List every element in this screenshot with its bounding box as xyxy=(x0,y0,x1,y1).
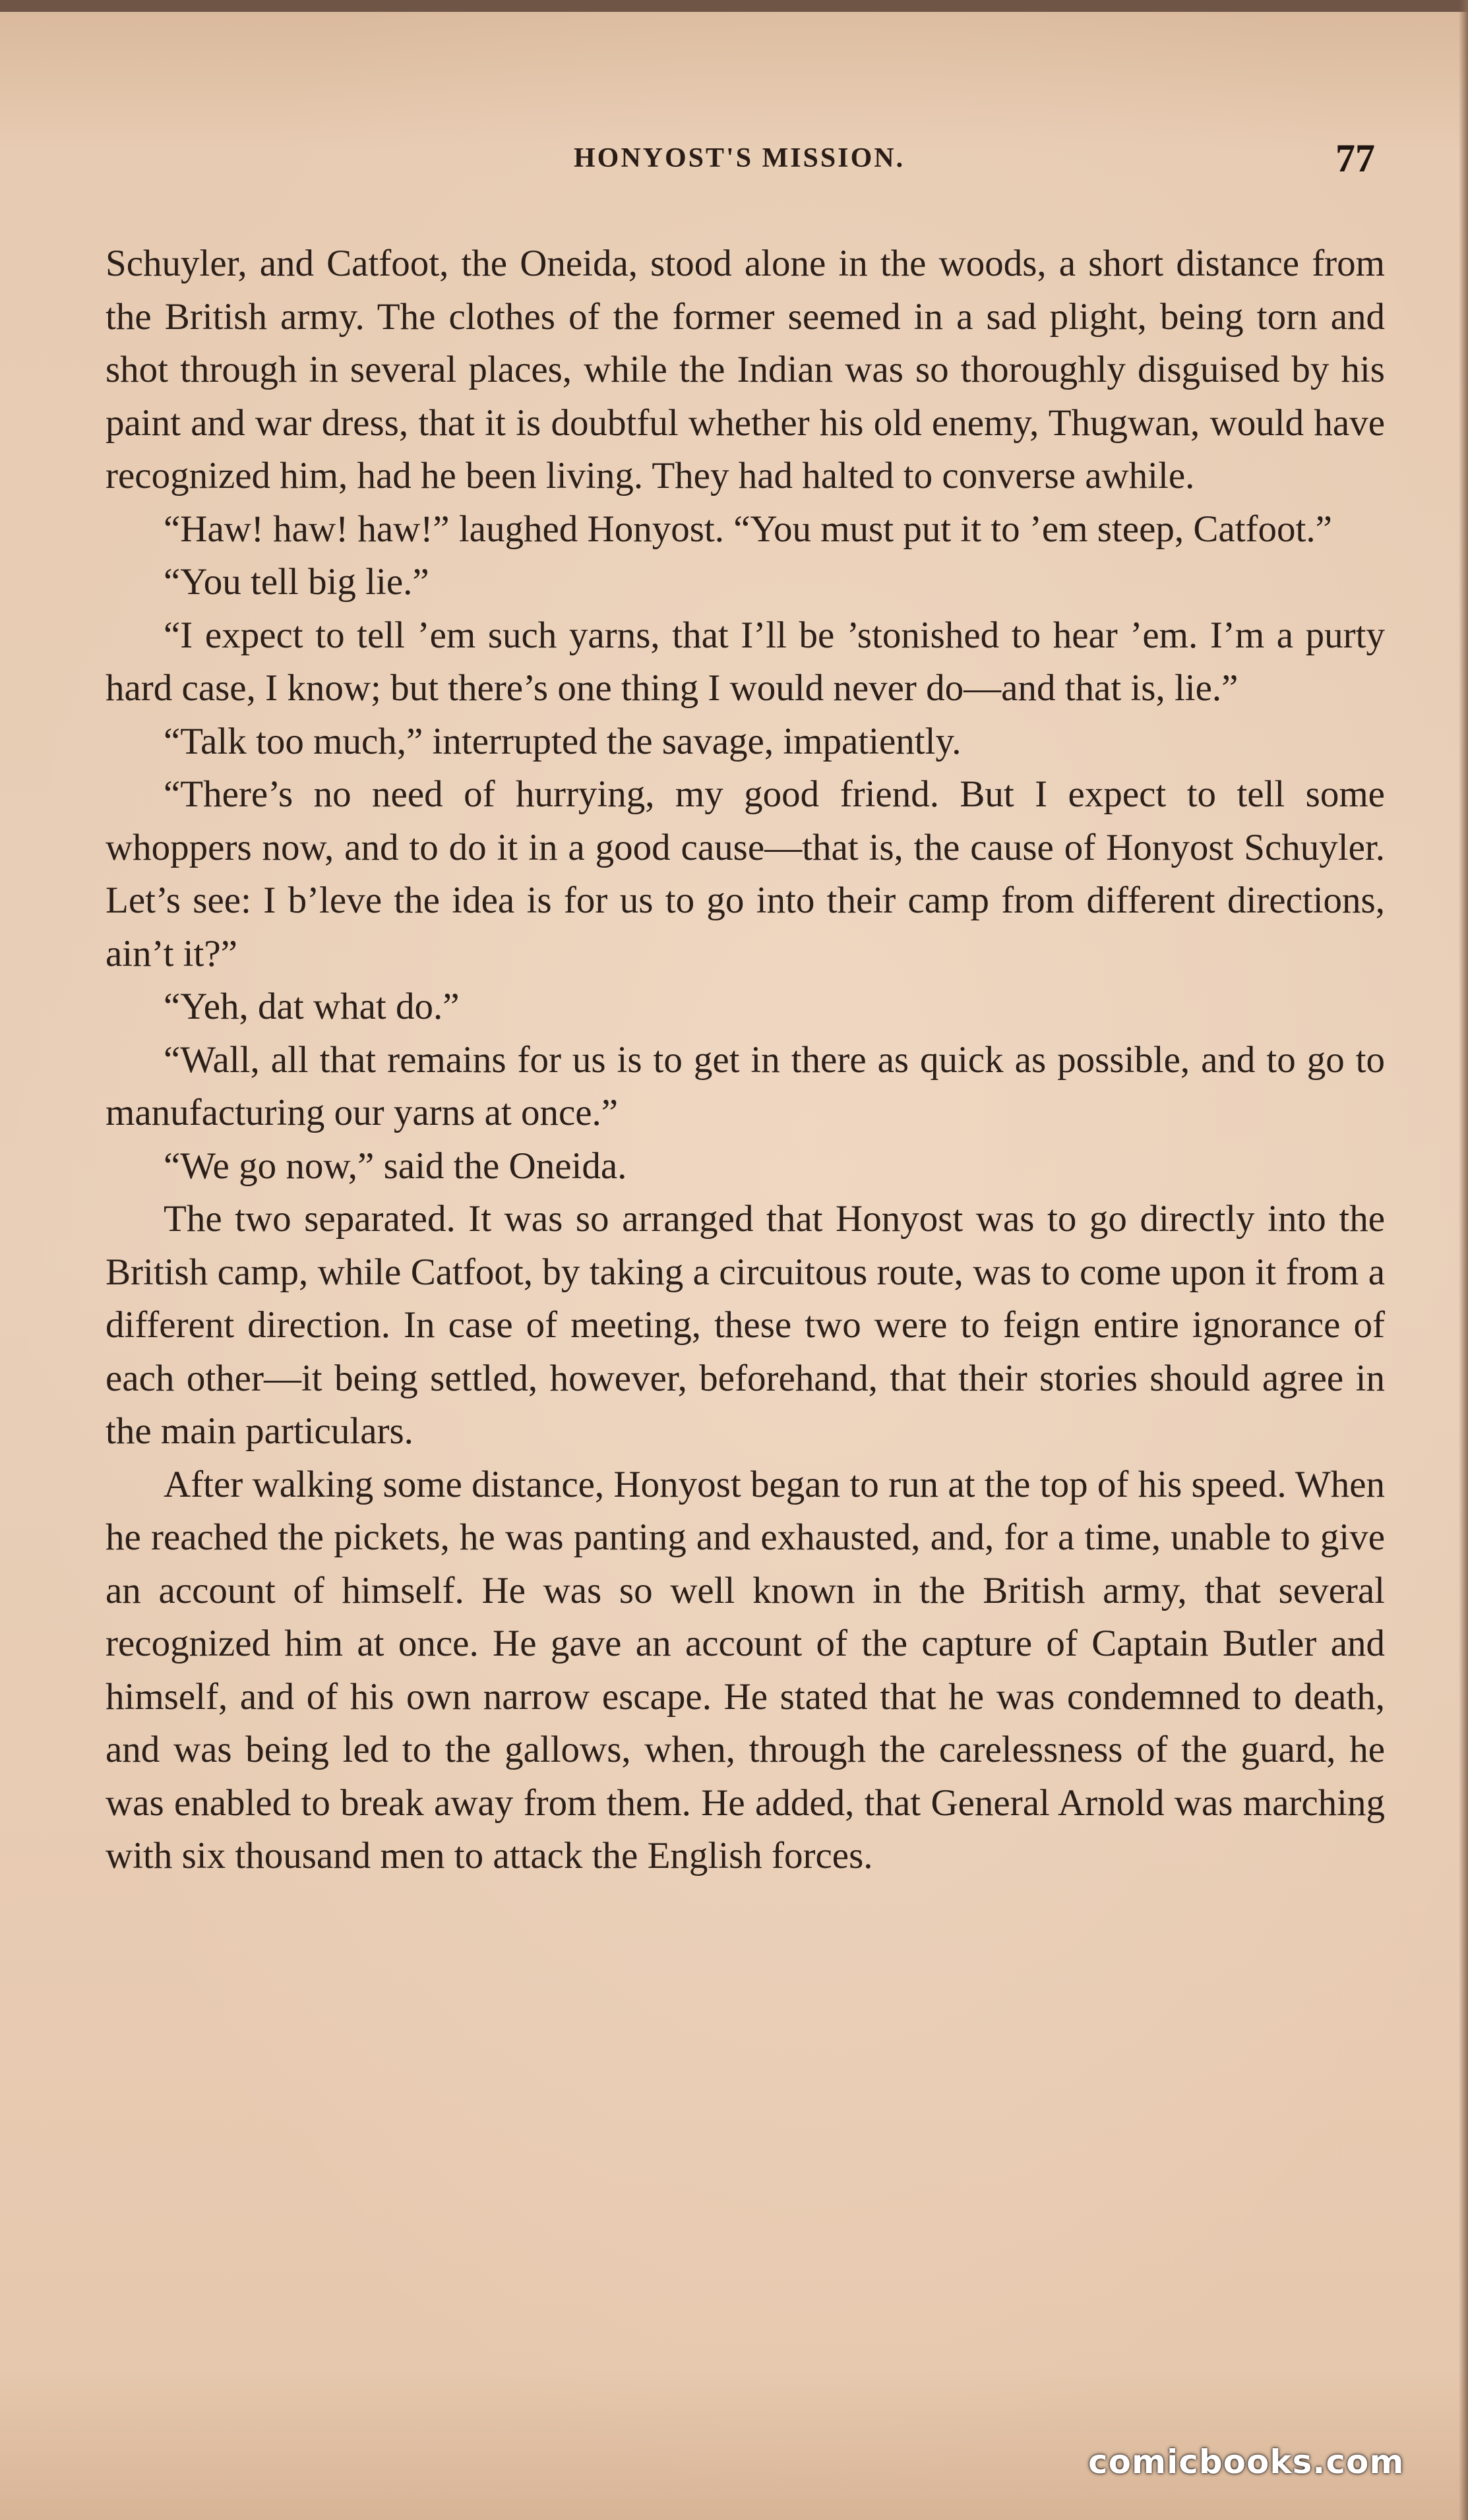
paragraph: “Talk too much,” interrupted the savage, impatiently. xyxy=(164,720,962,762)
paragraph: After walking some distance, Honyost began to run at the top of his speed. When he reached the pickets, he was panting and exhausted, and, for a time, unable to give an account of himself. He was so well known in the British army, that several recognized him at once. He gave an account of the capture of Captain Butler and himself, and of his own narrow escape. He stated that he was condemned to death, and was being led to the gallows, when, through the carelessness of the guard, he was enabled to break away from them. He added, that General Arnold was marching with six thousand men to attack the English forces. xyxy=(106,1463,1385,1876)
paragraph: “I expect to tell ’em such yarns, that I’ll be ’stonished to hear ’em. I’m a purty hard case, I know; but there’s one thing I would never do—and that is, lie.” xyxy=(106,614,1385,709)
page-right-edge xyxy=(1459,0,1468,2520)
body-text xyxy=(106,237,1385,1883)
paragraph: “Yeh, dat what do.” xyxy=(164,986,460,1027)
site-watermark: comicbooks.com xyxy=(1088,2443,1405,2481)
page-number: 77 xyxy=(1335,136,1375,180)
paragraph: Schuyler, and Catfoot, the Oneida, stood alone in the woods, a short distance from the British army. The clothes of the former seemed in a sad plight, being torn and shot through in several places, while the Indian was so thoroughly disguised by his paint and war dress, that it is doubtful whether his old enemy, Thugwan, would have recognized him, had he been living. They had halted to converse awhile. xyxy=(106,243,1385,496)
paragraph: “There’s no need of hurrying, my good friend. But I expect to tell some whoppers now, and to do it in a good cause—that is, the cause of Honyost Schuyler. Let’s see: I b’leve the idea is for us to go into their camp from different directions, ain’t it?” xyxy=(106,773,1385,975)
page-top-edge xyxy=(0,0,1468,12)
paragraph: “We go now,” said the Oneida. xyxy=(164,1145,627,1187)
paragraph: “Wall, all that remains for us is to get in there as quick as possible, and to go to manufacturing our yarns at once.” xyxy=(106,1038,1385,1133)
running-title: HONYOST'S MISSION. xyxy=(574,143,905,173)
paragraph: “You tell big lie.” xyxy=(164,561,429,603)
paragraph: “Haw! haw! haw!” laughed Honyost. “You must put it to ’em steep, Catfoot.” xyxy=(164,508,1332,550)
running-header xyxy=(0,136,1468,189)
paragraph: The two separated. It was so arranged that Honyost was to go directly into the British camp, while Catfoot, by taking a circuitous route, was to come upon it from a different direction. In case of meeting, these two were to feign entire ignorance of each other—it being settled, however, beforehand, that their stories should agree in the main particulars. xyxy=(106,1198,1385,1452)
